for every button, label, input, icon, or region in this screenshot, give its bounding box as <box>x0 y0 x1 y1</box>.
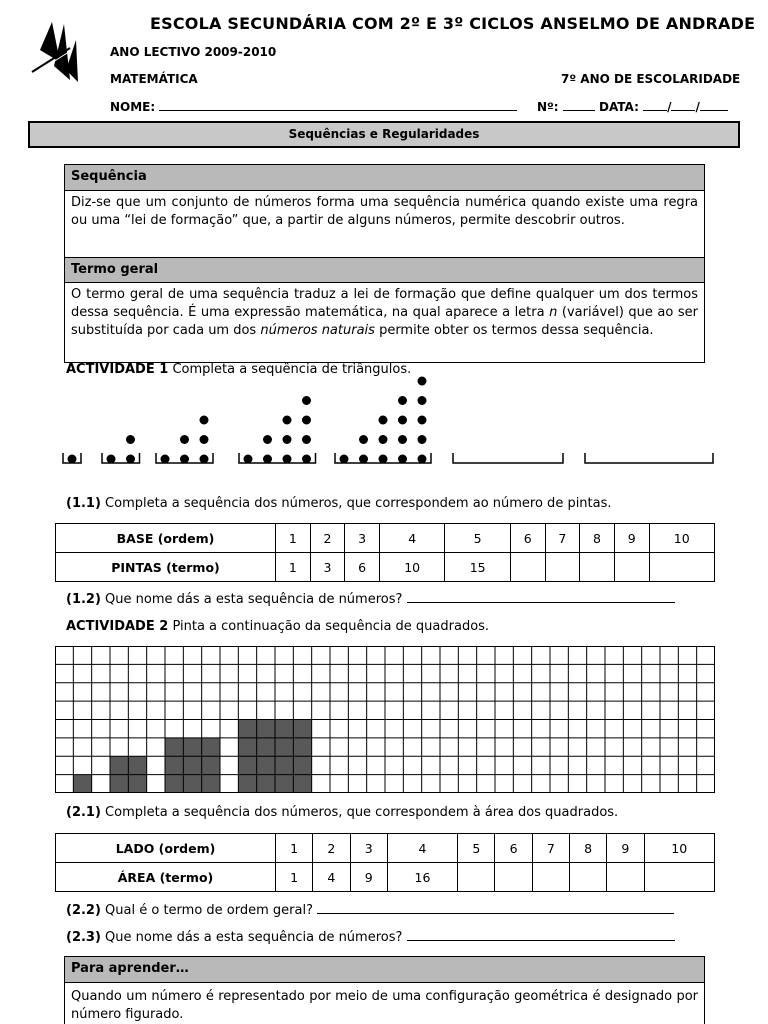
number-label: Nº: <box>537 100 559 114</box>
triangle-dot <box>359 455 368 464</box>
triangle-dot <box>161 455 170 464</box>
answer-cell[interactable] <box>532 863 569 892</box>
name-label: NOME: <box>110 100 156 114</box>
triangle-dot <box>200 455 209 464</box>
triangle-dot <box>398 435 407 444</box>
triangle-dot <box>418 416 427 425</box>
triangle-dot <box>263 435 272 444</box>
sequence-text: Diz-se que um conjunto de números forma uma sequência numérica quando existe uma regra ou uma “lei de formação” que, a partir de alguns números, permite descobrir outros. <box>71 195 698 228</box>
learn-heading: Para aprender… <box>65 957 704 983</box>
triangle-dot <box>200 416 209 425</box>
date-label: DATA: <box>598 100 639 114</box>
answer-cell[interactable] <box>580 553 615 582</box>
triangle-dot <box>126 455 135 464</box>
table-row-label: ÁREA (termo) <box>56 863 276 892</box>
triangle-dot <box>418 377 427 386</box>
table-row-label: PINTAS (termo) <box>56 553 276 582</box>
activity-2-prompt: ACTIVIDADE 2 Pinta a continuação da sequência de quadrados. <box>66 619 490 634</box>
triangle-dot-sequence <box>55 372 725 472</box>
date-separator: / <box>667 100 672 114</box>
triangle-dot <box>398 455 407 464</box>
triangle-dot <box>379 435 388 444</box>
triangle-dot <box>180 435 189 444</box>
answer-cell[interactable] <box>495 863 532 892</box>
triangle-dot <box>68 455 77 464</box>
answer-cell[interactable] <box>644 863 714 892</box>
triangle-dot <box>302 435 311 444</box>
general-term-box <box>64 257 705 363</box>
date-day-field[interactable] <box>643 99 667 111</box>
question-1-2: (1.2) Que nome dás a esta sequência de números? <box>66 591 675 607</box>
answer-line[interactable] <box>407 591 675 603</box>
table-row: ÁREA (termo) 1 4 9 16 <box>56 863 715 892</box>
answer-cell[interactable] <box>458 863 495 892</box>
answer-line[interactable] <box>407 929 675 941</box>
square-grid[interactable] <box>55 646 715 793</box>
triangle-dot <box>340 455 349 464</box>
number-date-row <box>537 99 728 114</box>
table-row: PINTAS (termo) 1 3 6 10 15 <box>56 553 715 582</box>
triangle-dot <box>418 455 427 464</box>
question-2-3: (2.3) Que nome dás a esta sequência de números? <box>66 929 675 945</box>
table-row-label: LADO (ordem) <box>56 834 276 863</box>
triangle-dot <box>200 435 209 444</box>
triangle-dot <box>244 455 253 464</box>
empty-triangle-base[interactable] <box>453 453 563 463</box>
answer-cell[interactable] <box>510 553 545 582</box>
question-1-1: (1.1) Completa a sequência dos números, que correspondem ao número de pintas. <box>66 496 612 511</box>
triangle-dot <box>302 455 311 464</box>
date-separator: / <box>695 100 700 114</box>
name-field[interactable] <box>159 99 517 111</box>
answer-line[interactable] <box>317 902 674 914</box>
triangle-dot <box>302 396 311 405</box>
triangle-dot <box>359 435 368 444</box>
dots-table <box>55 523 715 582</box>
answer-cell[interactable] <box>649 553 715 582</box>
page-title: Sequências e Regularidades <box>28 121 740 148</box>
date-year-field[interactable] <box>700 99 728 111</box>
sequence-heading: Sequência <box>65 165 704 191</box>
area-table <box>55 833 715 892</box>
activity-1-prompt: ACTIVIDADE 1 Completa a sequência de triângulos. <box>66 362 412 377</box>
triangle-dot <box>418 435 427 444</box>
question-2-2: (2.2) Qual é o termo de ordem geral? <box>66 902 674 918</box>
triangle-dot <box>379 416 388 425</box>
painted-square <box>165 738 220 793</box>
learn-box <box>64 956 705 1024</box>
triangle-dot <box>418 396 427 405</box>
triangle-dot <box>283 435 292 444</box>
learn-text: Quando um número é representado por meio de uma configuração geométrica é designado por número figurado. <box>71 989 698 1022</box>
triangle-dot <box>398 416 407 425</box>
painted-square <box>73 775 91 793</box>
table-row: LADO (ordem) 1 2 3 4 5 6 7 8 9 10 <box>56 834 715 863</box>
school-name: ESCOLA SECUNDÁRIA COM 2º E 3º CICLOS ANSELMO DE ANDRADE <box>150 14 756 33</box>
triangle-dot <box>302 416 311 425</box>
triangle-dot <box>180 455 189 464</box>
general-term-heading: Termo geral <box>65 257 704 283</box>
answer-cell[interactable] <box>545 553 580 582</box>
grade: 7º ANO DE ESCOLARIDADE <box>561 72 741 86</box>
name-row <box>110 99 517 114</box>
date-month-field[interactable] <box>671 99 695 111</box>
number-field[interactable] <box>563 99 595 111</box>
question-2-1: (2.1) Completa a sequência dos números, que correspondem à área dos quadrados. <box>66 805 619 820</box>
subject: MATEMÁTICA <box>110 72 198 86</box>
triangle-dot <box>263 455 272 464</box>
triangle-dot <box>283 416 292 425</box>
school-year: ANO LECTIVO 2009-2010 <box>110 45 277 59</box>
answer-cell[interactable] <box>607 863 644 892</box>
general-term-text: O termo geral de uma sequência traduz a lei de formação que define qualquer um dos termos dessa sequência. É uma expressão matemática, na qual aparece a letra n (variável) que ao ser substituída por cada um dos números naturais permite obter os termos dessa sequência. <box>71 287 698 338</box>
table-row: BASE (ordem) 1 2 3 4 5 6 7 8 9 10 <box>56 524 715 553</box>
sequence-definition-box <box>64 164 705 258</box>
empty-triangle-base[interactable] <box>585 453 713 463</box>
table-row-label: BASE (ordem) <box>56 524 276 553</box>
school-logo <box>30 20 90 90</box>
triangle-dot <box>379 455 388 464</box>
triangle-dot <box>107 455 116 464</box>
answer-cell[interactable] <box>614 553 649 582</box>
triangle-dot <box>283 455 292 464</box>
triangle-dot <box>126 435 135 444</box>
triangle-dot <box>398 396 407 405</box>
answer-cell[interactable] <box>569 863 606 892</box>
